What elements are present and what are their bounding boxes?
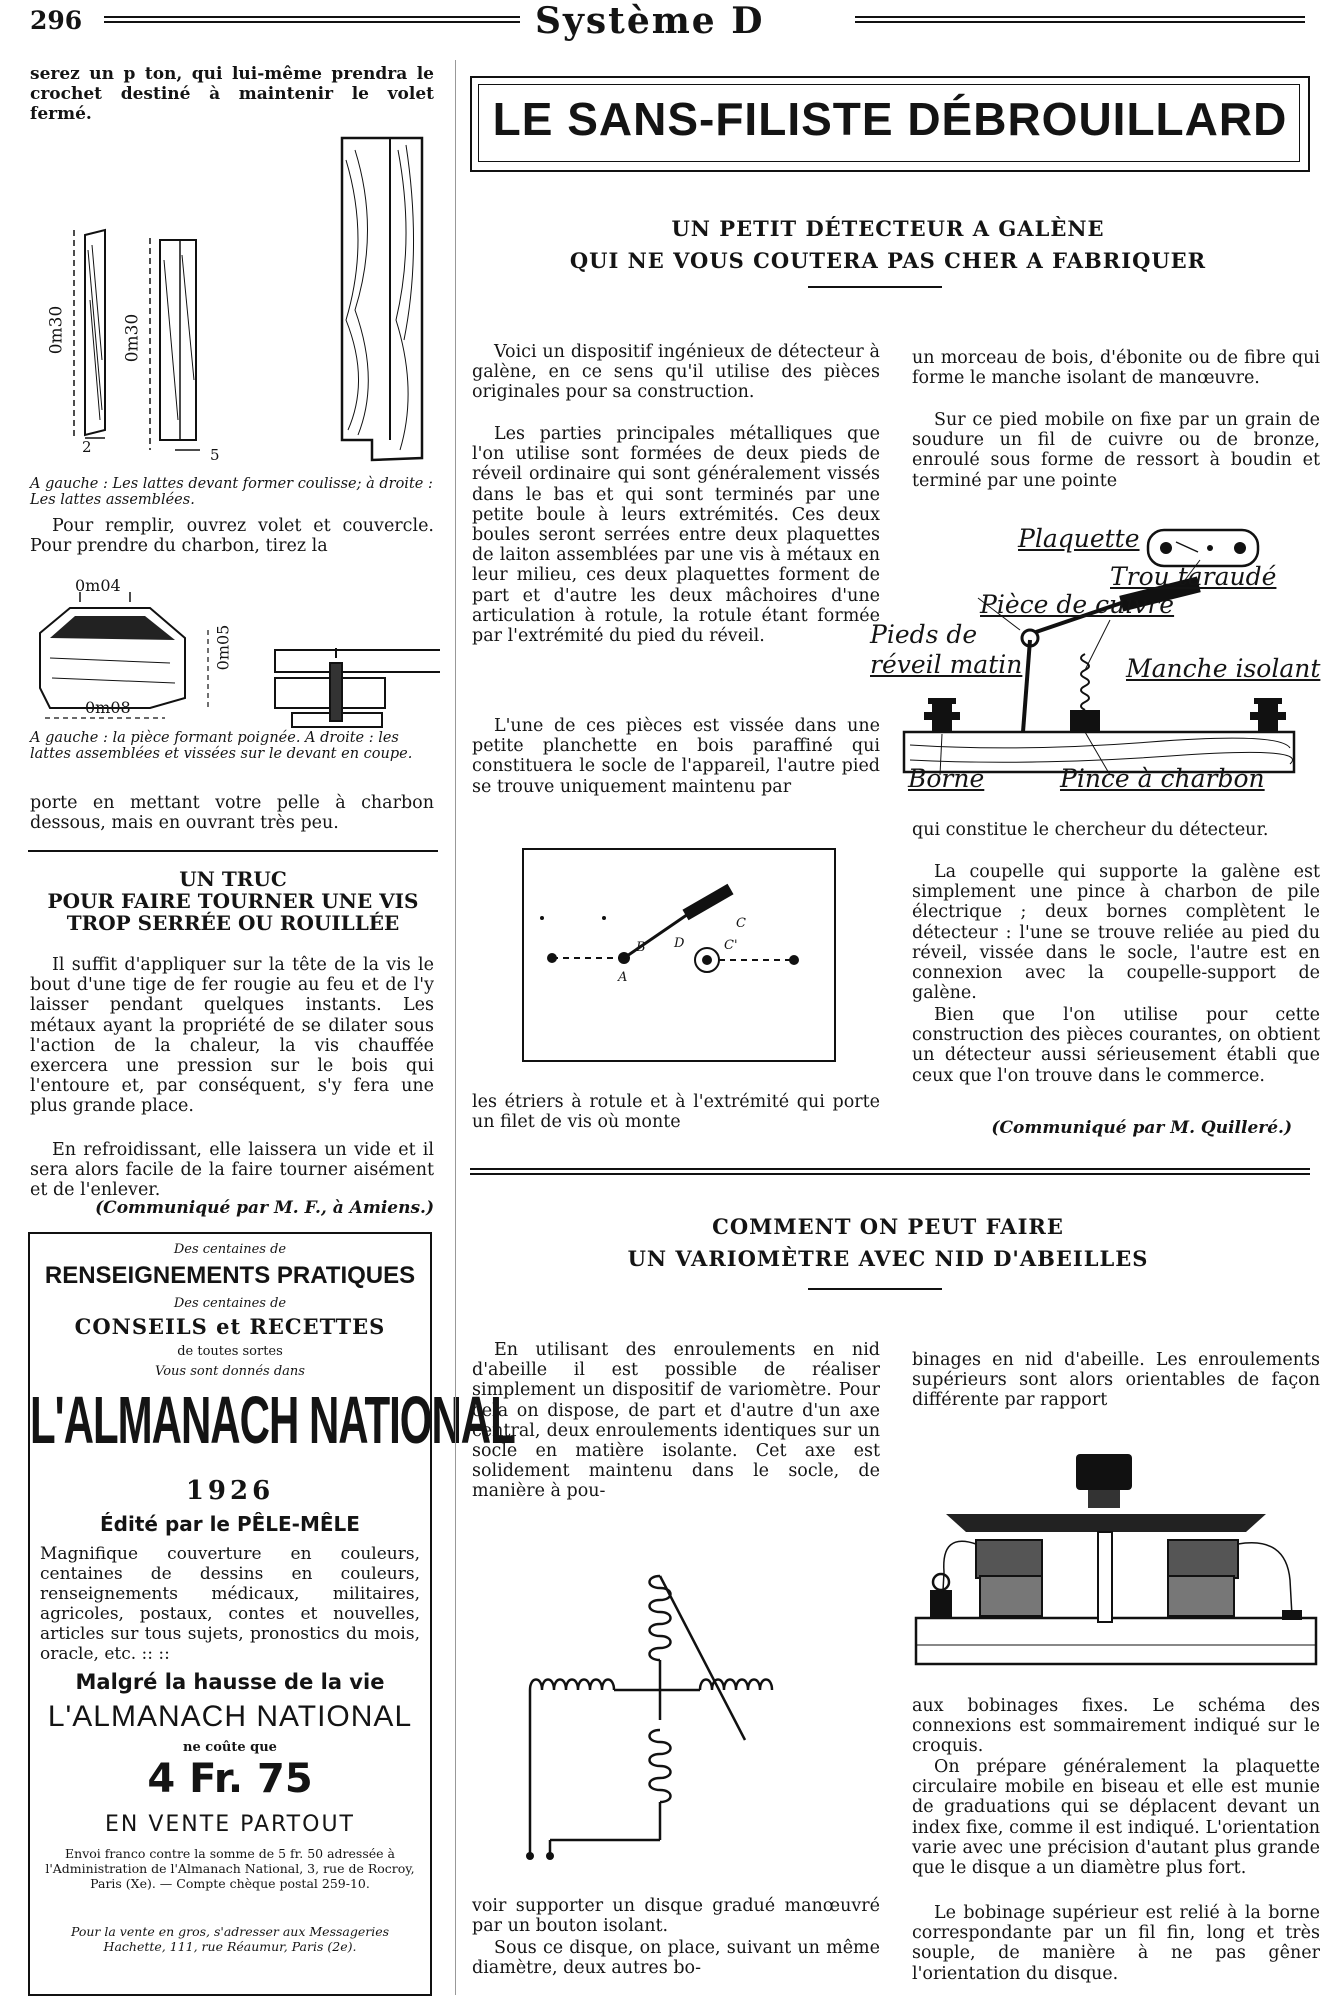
a1-col1-p4: les étriers à rotule et à l'extrémité qui porte un filet de vis où monte [472, 1092, 880, 1133]
label-trou: Trou taraudé [1110, 562, 1277, 591]
ad-line-4: CONSEILS et RECETTES [74, 1314, 386, 1339]
article2-title-l2: UN VARIOMÈTRE AVEC NID D'ABEILLES [627, 1246, 1149, 1271]
schematic-label-c: C [736, 916, 746, 931]
handle-dim-3: 0m08 [85, 698, 131, 717]
figure-handle-caption: A gauche : la pièce formant poignée. A droite : les lattes assemblées et vissées sur le devant en coupe. [30, 730, 413, 762]
label-manche: Manche isolant [1126, 654, 1321, 683]
assembled-section [275, 648, 440, 727]
a2-col2-p2: aux bobinages fixes. Le schéma des connexions est sommairement indiqué sur le croquis. [912, 1696, 1320, 1757]
lath-dim-3: 2 [82, 438, 92, 456]
a1-col2-p5: Bien que l'on utilise pour cette construction des pièces courantes, on obtient un détecteur aussi sérieusement établi que ceux que l'on trouve dans le commerce. [912, 1005, 1320, 1086]
a1-col2-p2: Sur ce pied mobile on fixe par un grain de soudure un fil de cuivre ou de bronze, enroulé sous forme de ressort à boudin et terminé par une pointe [912, 410, 1320, 491]
page-number: 296 [30, 6, 83, 35]
lath-dim-1: 0m30 [46, 305, 67, 355]
para-remplir: Pour remplir, ouvrez volet et couvercle. Pour prendre du charbon, tirez la [30, 516, 434, 557]
schematic-label-c2: C' [724, 938, 738, 953]
device-drawing [906, 1440, 1326, 1685]
almanach-ad [28, 1232, 515, 1996]
laths-drawing [30, 120, 440, 470]
ad-line-1: Des centaines de [173, 1242, 287, 1257]
article1-title-rule [808, 286, 942, 288]
lath-dim-4: 5 [210, 446, 220, 464]
variometer-device [906, 1440, 1326, 1685]
a1-col2-p4: La coupelle qui supporte la galène est simplement une pince à charbon de pile électrique ; deux bornes complètent le détecteur : l'une se trouve reliée au pied du réveil, vissée dans le socle, l'autre est en connexion avec la coupelle-support de galène. [912, 862, 1320, 1004]
a2-col2-p1: binages en nid d'abeille. Les enroulements supérieurs sont alors orientables de façon différente par rapport [912, 1350, 1320, 1411]
left-rule-1 [28, 850, 438, 852]
ad-line-7: L'ALMANACH NATIONAL [30, 1382, 515, 1458]
handle-dim-1: 0m04 [75, 576, 121, 595]
article2-title-l1: COMMENT ON PEUT FAIRE [712, 1214, 1064, 1239]
ad-line-2: RENSEIGNEMENTS PRATIQUES [44, 1262, 416, 1289]
a2-col1-p3: Sous ce disque, on place, suivant un même diamètre, deux autres bo- [472, 1938, 880, 1979]
label-pince: Pince à charbon [1060, 764, 1265, 793]
lath-middle [150, 238, 200, 450]
lath-assembled [342, 138, 422, 460]
detector-schematic [522, 848, 836, 1062]
plaquette-part [1148, 530, 1258, 566]
a2-col1-p1: En utilisant des enroulements en nid d'abeille il est possible de réaliser simplement un dispositif de variomètre. Pour cela on dispose, de part et d'autre d'un axe central, deux enroulements identiques sur un socle en matière isolante. Cet axe est solidement maintenu dans le socle, de manière à pou- [472, 1340, 880, 1502]
article2-title-rule [808, 1288, 942, 1290]
ad-line-5: de toutes sortes [177, 1344, 283, 1359]
ad-line-15: Pour la vente en gros, s'adresser aux Messageries Hachette, 111, rue Réaumur, Paris (2e). [70, 1924, 390, 1954]
main-title: LE SANS-FILISTE DÉBROUILLARD [492, 93, 1288, 145]
header-rule-right [855, 16, 1305, 23]
label-piece: Pièce de cuivre [980, 590, 1175, 619]
lath-dim-2: 0m30 [122, 313, 143, 363]
ad-line-3: Des centaines de [173, 1296, 287, 1311]
ad-line-14: Envoi franco contre la somme de 5 fr. 50 adressée à l'Administration de l'Almanach National, 3, rue de Rocroy, Paris (Xe). — Compte chèque postal 259-10. [45, 1846, 415, 1891]
schematic-drawing [524, 850, 834, 1060]
a1-col2-p3: qui constitue le chercheur du détecteur. [912, 820, 1269, 840]
article1-title-l2: QUI NE VOUS COUTERA PAS CHER A FABRIQUER [569, 248, 1207, 273]
terminal-left [924, 698, 960, 732]
figure-laths [30, 120, 440, 470]
label-borne: Borne [908, 764, 985, 793]
truc-credit: (Communiqué par M. F., à Amiens.) [95, 1198, 434, 1218]
page-header [0, 0, 1340, 40]
schematic-label-a: A [618, 970, 628, 985]
figure-laths-caption: A gauche : Les lattes devant former coulisse; à droite : Les lattes assemblées. [30, 476, 433, 508]
truc-p1: Il suffit d'appliquer sur la tête de la vis le bout d'une tige de fer rougie au feu et de l'y laisser pendant quelques instants. Les métaux ayant la propriété de se dilater sous l'action de la chaleur, la vis chauffée exercera une pression sur le bois qui l'entoure et, par conséquent, s'y fera une plus grande place. [30, 955, 434, 1117]
truc-title-l2: POUR FAIRE TOURNER UNE VIS [47, 889, 419, 913]
column-divider [455, 60, 456, 1995]
label-plaquette: Plaquette [1018, 524, 1140, 553]
main-title-box [470, 76, 1310, 172]
left-top-text: serez un p ton, qui lui-même prendra le crochet destiné à maintenir le volet fermé. [30, 64, 434, 125]
truc-p2: En refroidissant, elle laissera un vide et il sera alors facile de la faire tourner aisément et de l'enlever. [30, 1140, 434, 1201]
schematic-label-d: D [674, 936, 685, 951]
truc-title [28, 868, 438, 934]
terminal-right [1250, 698, 1286, 732]
article1-title-l1: UN PETIT DÉTECTEUR A GALÈNE [671, 216, 1105, 241]
ad-line-12: ne coûte que [183, 1740, 277, 1755]
a2-col2-p4: Le bobinage supérieur est relié à la borne correspondante par un fil fin, long et très souple, de manière à ne pas gêner l'orientation du disque. [912, 1903, 1320, 1984]
header-rule-left [104, 16, 520, 23]
ad-line-13: EN VENTE PARTOUT [105, 1812, 355, 1837]
ad-line-11: L'ALMANACH NATIONAL [47, 1700, 413, 1733]
truc-title-l3: TROP SERRÉE OU ROUILLÉE [66, 911, 400, 935]
ad-line-8: 1926 [185, 1476, 275, 1506]
a1-col1-p3: L'une de ces pièces est vissée dans une petite planchette en bois paraffiné qui constituera le socle de l'appareil, l'autre pied se trouve uniquement maintenu par [472, 716, 880, 797]
detector-figure [870, 520, 1320, 800]
schematic-label-b: B [636, 940, 646, 955]
a2-col2-p3: On prépare généralement la plaquette circulaire mobile en biseau et elle est munie de graduations qui se déplacent devant un index fixe, comme il est indiqué. L'orientation varie avec une précision d'autant plus grande que le disque a un diamètre plus fort. [912, 1757, 1320, 1879]
a1-col1-p2: Les parties principales métalliques que l'on utilise sont formées de deux pieds de réveil ordinaire qui sont généralement vissés dans le bas et qui sont terminés par une petite boule à leurs extrémités. Ces deux boules seront serrées entre deux plaquettes de laiton assemblées par une vis à métaux en leur milieu, ces deux plaquettes forment de part et d'autre les deux mâchoires d'une articulation à rotule, la rotule étant formée par l'extrémité du pied du réveil. [472, 424, 880, 647]
ad-line-10: Malgré la hausse de la vie [75, 1670, 385, 1694]
truc-title-l1: UN TRUC [179, 867, 287, 891]
coil-drawing [500, 1520, 860, 1870]
ad-body: Magnifique couverture en couleurs, centaines de dessins en couleurs, renseignements médicaux, militaires, agricoles, postaux, contes et nouvelles, articles sur tous sujets, pronostics du mois, oracle, etc. :: :: [40, 1544, 420, 1664]
ad-line-6: Vous sont donnés dans [155, 1364, 305, 1379]
ad-price: 4 Fr. 75 [147, 1756, 313, 1802]
a1-col2-p1: un morceau de bois, d'ébonite ou de fibre qui forme le manche isolant de manœuvre. [912, 348, 1320, 389]
para-porte: porte en mettant votre pelle à charbon dessous, mais en ouvrant très peu. [30, 793, 434, 834]
journal-title: Système D [535, 0, 765, 42]
lath-left [74, 230, 105, 440]
ad-line-9: Édité par le PÊLE-MÊLE [100, 1512, 360, 1536]
figure-handle [30, 578, 440, 728]
handle-dim-2: 0m05 [213, 624, 233, 671]
article-separator [470, 1168, 1310, 1175]
a2-col1-p2: voir supporter un disque gradué manœuvré par un bouton isolant. [472, 1896, 880, 1937]
label-reveil: réveil matin [870, 650, 1023, 679]
a1-credit: (Communiqué par M. Quilleré.) [991, 1118, 1292, 1138]
label-pieds: Pieds de [870, 620, 978, 649]
variometer-schematic [500, 1520, 860, 1870]
a1-col1-p1: Voici un dispositif ingénieux de détecteur à galène, en ce sens qu'il utilise des pièces originales pour sa construction. [472, 342, 880, 403]
